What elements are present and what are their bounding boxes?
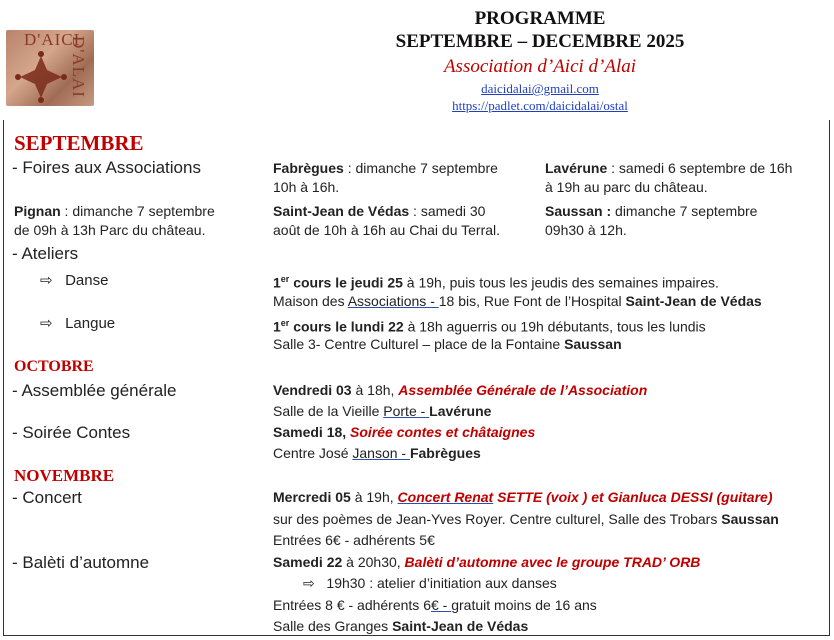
danse-line2: Maison des Associations - 18 bis, Rue Font de l’Hospital Saint-Jean de Védas: [273, 293, 762, 309]
foire-saussan-line1: Saussan : dimanche 7 septembre: [545, 203, 758, 219]
label-foires: - Foires aux Associations: [12, 158, 201, 177]
baleti-line2: ⇨ 19h30 : atelier d’initiation aux danses: [303, 575, 557, 591]
foire-stjean-line1: Saint-Jean de Védas : samedi 30: [273, 203, 486, 219]
langue-line2: Salle 3- Centre Culturel – place de la Fontaine Saussan: [273, 336, 622, 352]
foire-stjean-line2: août de 10h à 16h au Chai du Terral.: [273, 222, 501, 238]
association-name: Association d’Aici d’Alai: [443, 56, 637, 77]
month-heading-septembre: SEPTEMBRE: [14, 131, 144, 155]
concert-line1: Mercredi 05 à 19h, Concert Renat SETTE (voix ) et Gianluca DESSI (guitare): [273, 489, 773, 505]
logo-text-horizontal: D'AICI: [24, 30, 81, 49]
occitan-cross-icon: [14, 50, 68, 104]
danse-line1: 1er cours le jeudi 25 à 19h, puis tous les jeudis des semaines impaires.: [273, 274, 719, 291]
langue-line1: 1er cours le lundi 22 à 18h aguerris ou 19h débutants, tous les lundis: [273, 318, 706, 335]
ag-line2: Salle de la Vieille Porte - Lavérune: [273, 403, 492, 419]
concert-line2: sur des poèmes de Jean-Yves Royer. Centre culturel, Salle des Trobars Saussan: [273, 511, 779, 527]
month-heading-octobre: OCTOBRE: [14, 358, 94, 375]
contes-line1: Samedi 18, Soirée contes et châtaignes: [273, 424, 536, 440]
baleti-line3: Entrées 8 € - adhérents 6€ - gratuit moins de 16 ans: [273, 597, 597, 613]
baleti-line1: Samedi 22 à 20h30, Balèti d’automne avec le groupe TRAD’ ORB: [273, 554, 701, 570]
label-soiree-contes: - Soirée Contes: [12, 423, 131, 442]
arrow-right-icon: ⇨: [303, 575, 315, 591]
page-subtitle: SEPTEMBRE – DECEMBRE 2025: [395, 31, 685, 52]
email-link[interactable]: daicidalai@gmail.com: [481, 81, 599, 96]
month-heading-novembre: NOVEMBRE: [14, 466, 115, 485]
label-baleti: - Balèti d’automne: [12, 553, 150, 572]
foire-laverune-line2: à 19h au parc du château.: [545, 179, 708, 195]
label-ateliers: - Ateliers: [12, 244, 79, 263]
atelier-langue: ⇨ Langue: [40, 315, 116, 332]
logo-text-vertical: D'ALAI: [69, 36, 88, 98]
foire-fabregues-line1: Fabrègues : dimanche 7 septembre: [273, 160, 498, 176]
page-title: PROGRAMME: [474, 8, 606, 29]
foire-fabregues-line2: 10h à 16h.: [273, 179, 340, 195]
arrow-right-icon: ⇨: [40, 315, 53, 332]
baleti-line4: Salle des Granges Saint-Jean de Védas: [273, 618, 529, 634]
foire-saussan-line2: 09h30 à 12h.: [545, 222, 627, 238]
padlet-link[interactable]: https://padlet.com/daicidalai/ostal: [452, 98, 628, 113]
atelier-danse: ⇨ Danse: [40, 272, 109, 289]
foire-pignan-line2: de 09h à 13h Parc du château.: [14, 222, 206, 238]
concert-line3: Entrées 6€ - adhérents 5€: [273, 532, 435, 548]
page-header: [330, 8, 750, 114]
foire-pignan-line1: Pignan : dimanche 7 septembre: [14, 203, 215, 219]
label-assemblee: - Assemblée générale: [12, 381, 177, 400]
label-concert: - Concert: [12, 488, 82, 507]
contes-line2: Centre José Janson - Fabrègues: [273, 445, 481, 461]
association-logo: [6, 30, 94, 106]
ag-line1: Vendredi 03 à 18h, Assemblée Générale de l’Association: [273, 382, 648, 398]
arrow-right-icon: ⇨: [40, 272, 53, 289]
foire-laverune-line1: Lavérune : samedi 6 septembre de 16h: [545, 160, 793, 176]
